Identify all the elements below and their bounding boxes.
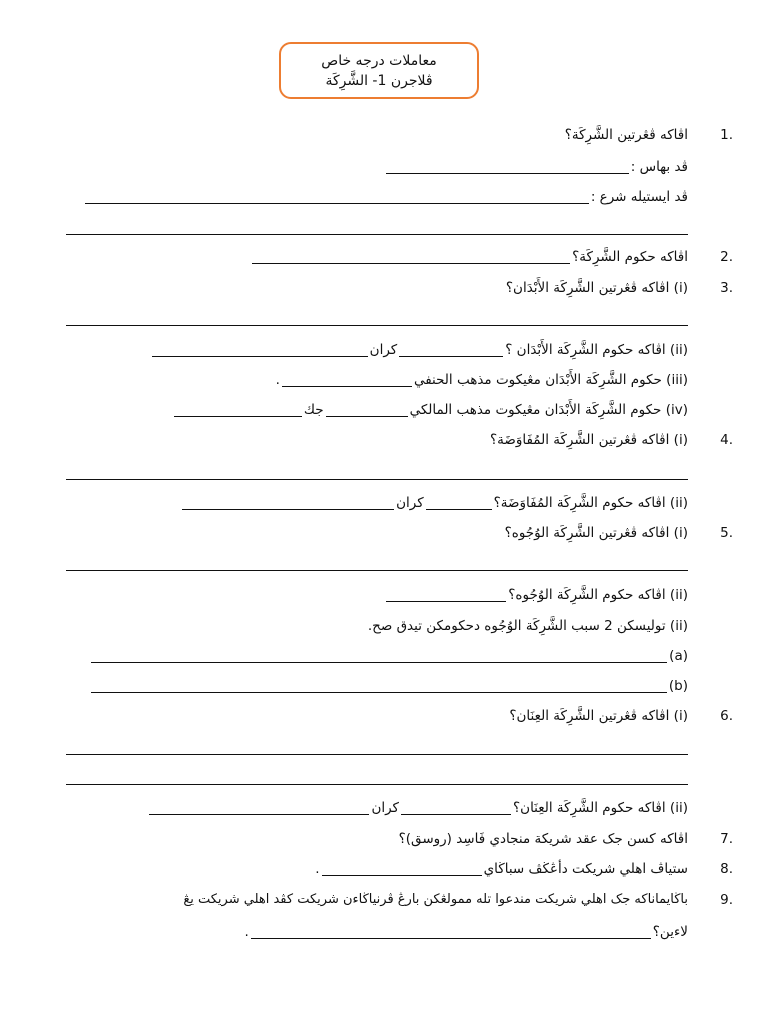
question-number-7: 7.: [720, 831, 733, 847]
period: .: [275, 372, 280, 388]
question-text: (ii) اڤاكه حكوم الشَّرِكَة المُفَاوَضَة؟: [493, 495, 688, 511]
question-6-i: [509, 706, 688, 726]
because-label: كران: [371, 800, 399, 816]
period: .: [244, 924, 249, 940]
answer-blank[interactable]: [182, 496, 394, 510]
question-5-iii: [368, 616, 688, 636]
answer-blank[interactable]: [152, 343, 368, 357]
if-label: جك: [303, 402, 324, 418]
answer-blank[interactable]: [401, 801, 511, 815]
answer-blank[interactable]: [282, 373, 412, 387]
question-5-a: [89, 646, 688, 666]
question-text: (ii) اڤاكه حكوم الشَّرِكَة الأَبْدَان ؟: [505, 342, 688, 358]
answer-blank[interactable]: [386, 588, 506, 602]
answer-line[interactable]: [66, 570, 688, 571]
question-3-i: [506, 278, 688, 298]
question-number-6: 6.: [720, 708, 733, 724]
question-text: (ii) توليسكن 2 سبب الشَّرِكَة الوُجُوه دحكومكن تيدق صح.: [367, 618, 688, 634]
question-7: [399, 829, 688, 849]
answer-blank[interactable]: [322, 862, 482, 876]
question-text: (ii) اڤاكه حكوم الشَّرِكَة الوُجُوه؟: [508, 587, 688, 603]
question-5-i: [505, 523, 688, 543]
answer-blank[interactable]: [252, 250, 570, 264]
worksheet-subtitle: ڤلاجرن 1- الشَّرِكَة: [325, 72, 433, 89]
question-text: (i) اڤاكه ڤڠرتين الشَّرِكَة الأَبْدَان؟: [505, 280, 688, 296]
question-number-1: 1.: [720, 127, 733, 143]
question-text: (i) اڤاكه ڤڠرتين الشَّرِكَة العِنَان؟: [509, 708, 688, 724]
option-label-b: (b): [668, 678, 688, 694]
answer-line[interactable]: [66, 784, 688, 785]
question-4-ii: [180, 493, 688, 513]
question-text: (iv) حكوم الشَّرِكَة الأَبْدَان مڠيكوت مذهب المالكي: [409, 402, 688, 418]
question-3-iii: [276, 370, 688, 390]
answer-blank[interactable]: [91, 649, 667, 663]
answer-blank[interactable]: [251, 925, 651, 939]
question-2: [250, 247, 688, 267]
answer-line[interactable]: [66, 754, 688, 755]
answer-blank[interactable]: [174, 403, 302, 417]
question-number-3: 3.: [720, 280, 733, 296]
question-6-ii: [147, 798, 688, 818]
question-3-ii: [150, 340, 688, 360]
question-text: اڤاكه ڤڠرتين الشَّرِكَة؟: [564, 127, 688, 143]
answer-blank[interactable]: [149, 801, 369, 815]
question-number-2: 2.: [720, 249, 733, 265]
question-number-4: 4.: [720, 432, 733, 448]
question-text: (ii) اڤاكه حكوم الشَّرِكَة العِنَان؟: [512, 800, 688, 816]
question-3-iv: [172, 400, 688, 420]
question-text: اڤاكه حكوم الشَّرِكَة؟: [572, 249, 688, 265]
question-text: ستياڤ اهلي شريكت دأڠڬڤ سباڬاي: [483, 861, 688, 877]
question-1: [565, 125, 688, 145]
worksheet-title-box: [279, 42, 479, 99]
question-text: (i) اڤاكه ڤڠرتين الشَّرِكَة المُفَاوَضَة؟: [489, 432, 688, 448]
question-text: باڬايماناكه جک اهلي شريكت مندعوا تله ممولڠكن بارڠ ڤرنياڬاءن شريكت كڤد اهلي شريكت يڠ: [183, 892, 688, 907]
because-label: كران: [396, 495, 424, 511]
question-text: لاءين؟: [652, 924, 688, 940]
question-5-b: [89, 676, 688, 696]
period: .: [315, 861, 320, 877]
question-text: (iii) حكوم الشَّرِكَة الأَبْدَان مڠيكوت مذهب الحنفي: [413, 372, 688, 388]
question-text: (i) اڤاكه ڤڠرتين الشَّرِكَة الوُجُوه؟: [504, 525, 688, 541]
question-9-continued: [244, 922, 688, 942]
answer-blank[interactable]: [85, 190, 589, 204]
question-5-ii: [384, 585, 688, 605]
question-number-8: 8.: [720, 861, 733, 877]
question-4-i: [490, 430, 688, 450]
question-9: [183, 890, 688, 910]
question-1-language-definition: [384, 157, 688, 177]
question-8: [315, 859, 688, 879]
because-label: كران: [369, 342, 398, 358]
answer-blank[interactable]: [426, 496, 492, 510]
worksheet-title: معاملات درجه خاص: [321, 52, 437, 69]
answer-line[interactable]: [66, 479, 688, 480]
answer-blank[interactable]: [399, 343, 503, 357]
question-1-sharia-definition: [83, 187, 688, 207]
answer-line[interactable]: [66, 234, 688, 235]
question-text: اڤاكه كسن جک عقد شريكة منجادي فَاسِد (روسق)؟: [398, 831, 688, 847]
question-number-5: 5.: [720, 525, 733, 541]
question-text: ڤد بهاس :: [630, 159, 688, 175]
answer-blank[interactable]: [386, 160, 629, 174]
answer-blank[interactable]: [91, 679, 667, 693]
question-number-9: 9.: [720, 892, 733, 908]
answer-line[interactable]: [66, 325, 688, 326]
question-text: ڤد ايستيله شرع :: [590, 189, 688, 205]
option-label-a: (a): [669, 648, 688, 664]
answer-blank[interactable]: [326, 403, 408, 417]
